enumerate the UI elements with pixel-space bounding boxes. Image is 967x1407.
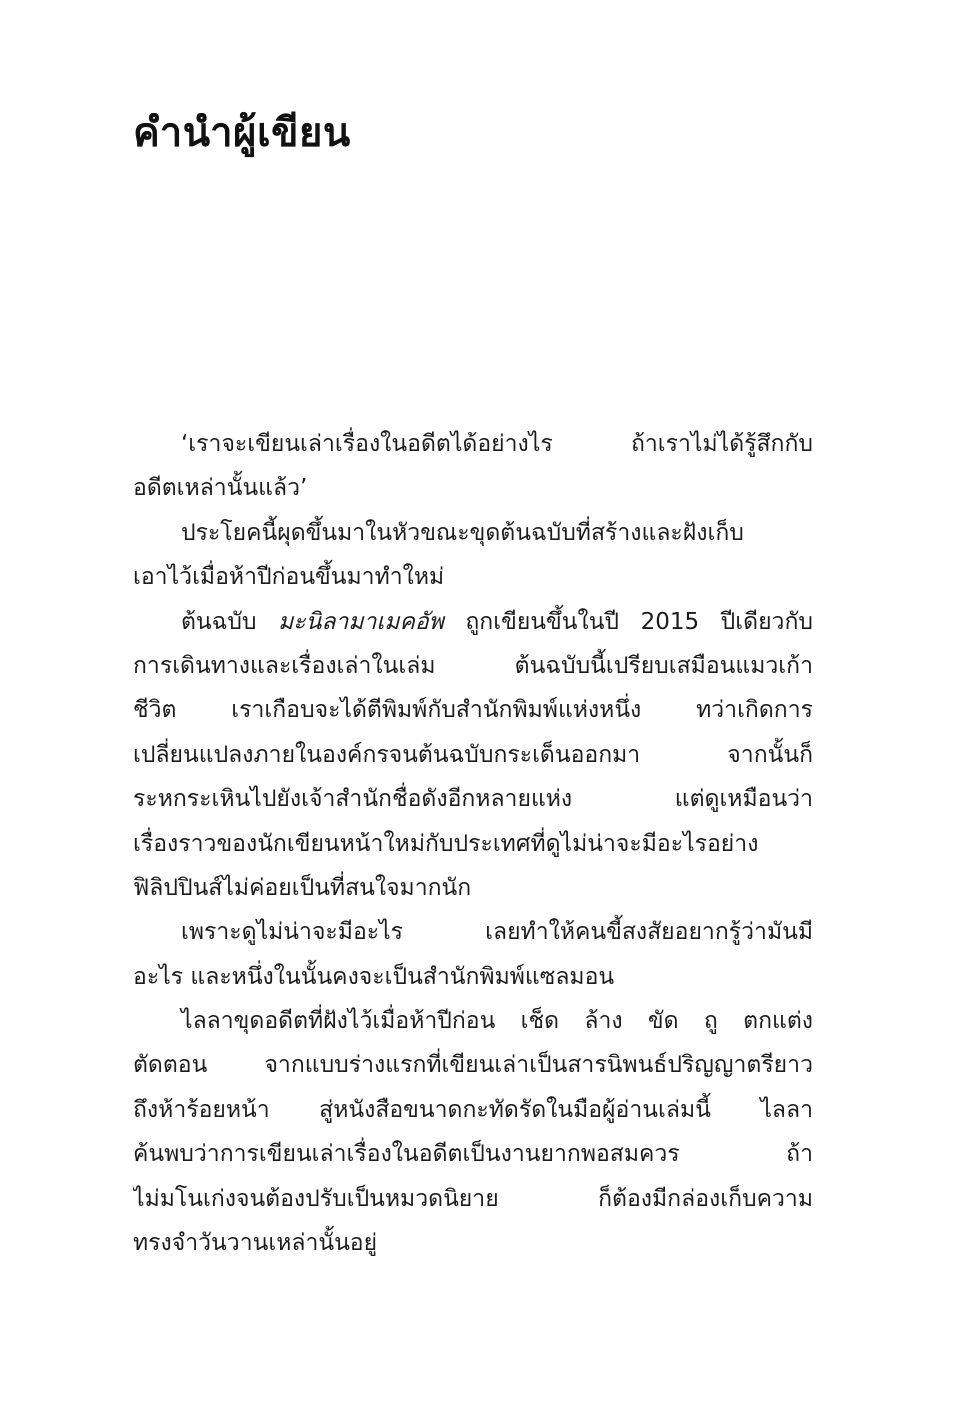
paragraph-line: ชีวิต เราเกือบจะได้ตีพิมพ์กับสำนักพิมพ์แห่งหนึ่ง ทว่าเกิดการ — [133, 697, 813, 724]
paragraph-line: การเดินทางและเรื่องเล่าในเล่ม ต้นฉบับนี้เปรียบเสมือนแมวเก้า — [133, 652, 813, 679]
paragraph-line: ทรงจำวันวานเหล่านั้นอยู่ — [133, 1230, 378, 1257]
paragraph-line: ไลลาขุดอดีตที่ฝังไว้เมื่อห้าปีก่อน เช็ด ล้าง ขัด ถู ตกแต่ง — [181, 1008, 813, 1035]
book-title-italic: มะนิลามาเมคอัพ — [278, 608, 444, 635]
paragraph-line: เรื่องราวของนักเขียนหน้าใหม่กับประเทศที่ดูไม่น่าจะมีอะไรอย่าง — [133, 830, 759, 857]
paragraph-line: เพราะดูไม่น่าจะมีอะไร เลยทำให้คนขี้สงสัยอยากรู้ว่ามันมี — [181, 919, 813, 946]
paragraph-line: ระหกระเหินไปยังเจ้าสำนักชื่อดังอีกหลายแห่ง แต่ดูเหมือนว่า — [133, 786, 813, 813]
line-suffix: ถูกเขียนขึ้นในปี 2015 ปีเดียวกับ — [443, 608, 813, 635]
paragraph-line: ตัดตอน จากแบบร่างแรกที่เขียนเล่าเป็นสารนิพนธ์ปริญญาตรียาว — [133, 1052, 813, 1079]
paragraph-line: ไม่มโนเก่งจนต้องปรับเป็นหมวดนิยาย ก็ต้องมีกล่องเก็บความ — [133, 1185, 813, 1212]
paragraph-line: เอาไว้เมื่อห้าปีก่อนขึ้นมาทำใหม่ — [133, 564, 445, 591]
paragraph-line-with-book-title — [133, 600, 813, 644]
paragraph-line: ค้นพบว่าการเขียนเล่าเรื่องในอดีตเป็นงานยากพอสมควร ถ้า — [133, 1141, 813, 1168]
paragraph-line: อะไร และหนึ่งในนั้นคงจะเป็นสำนักพิมพ์แซลมอน — [133, 963, 615, 990]
paragraph-line: เปลี่ยนแปลงภายในองค์กรจนต้นฉบับกระเด็นออกมา จากนั้นก็ — [133, 741, 813, 768]
chapter-title: คำนำผู้เขียน — [133, 110, 351, 156]
paragraph-line: ประโยคนี้ผุดขึ้นมาในหัวขณะขุดต้นฉบับที่สร้างและฝังเก็บ — [181, 519, 744, 546]
line-prefix: ต้นฉบับ — [181, 608, 279, 635]
paragraph-line: ถึงห้าร้อยหน้า สู่หนังสือขนาดกะทัดรัดในมือผู้อ่านเล่มนี้ ไลลา — [133, 1096, 813, 1123]
paragraph-line: อดีตเหล่านั้นแล้ว’ — [133, 475, 308, 502]
body-text — [133, 422, 813, 1265]
paragraph-line: ‘เราจะเขียนเล่าเรื่องในอดีตได้อย่างไร ถ้าเราไม่ได้รู้สึกกับ — [181, 431, 813, 457]
paragraph-line: ฟิลิปปินส์ไม่ค่อยเป็นที่สนใจมากนัก — [133, 874, 472, 901]
